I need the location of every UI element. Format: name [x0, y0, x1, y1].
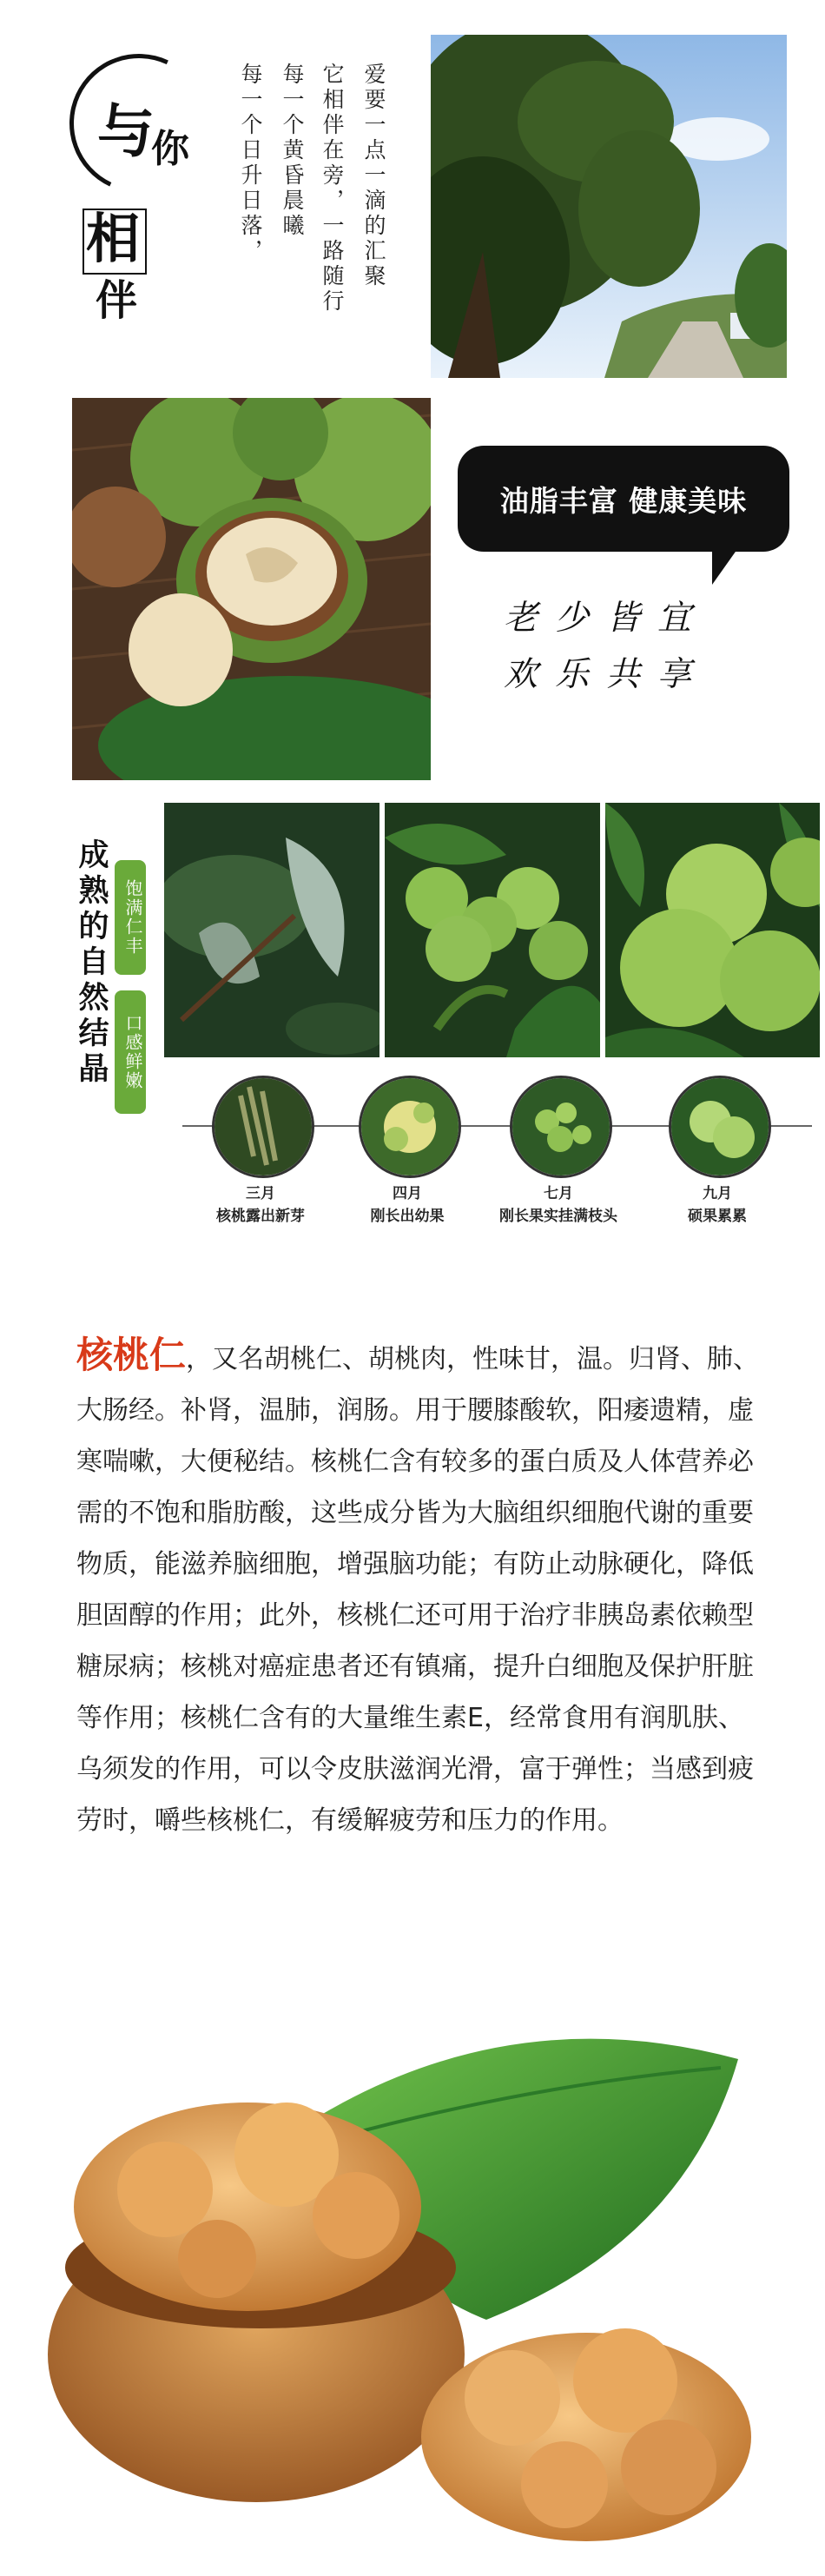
stage-month-september: 九月: [703, 1185, 732, 1202]
stage-desc-march: 核桃露出新芽: [216, 1207, 305, 1225]
walnut-kernel-photo: [26, 1981, 799, 2554]
stage-label-april: [329, 1183, 485, 1228]
title-char-xiang: 相: [86, 207, 141, 270]
description-body: ，又名胡桃仁、胡桃肉，性味甘，温。归肾、肺、大肠经。补肾，温肺，润肠。用于腰膝酸软，阳痿遗精，虚寒喘嗽，大便秘结。核桃仁含有较多的蛋白质及人体营养必需的不饱和脂肪酸，这些成分皆为大脑组织细胞代谢的重要物质，能滋养脑细胞，增强脑功能；有防止动脉硬化，降低胆固醇的作用；此外，核桃仁还可用于治疗非胰岛素依赖型糖尿病；核桃对癌症患者还有镇痛，提升白细胞及保护肝脏等作用；核桃仁含有的大量维生素E，经常食用有润肌肤、乌须发的作用，可以令皮肤滋润光滑，富于弹性；当感到疲劳时，嚼些核桃仁，有缓解疲劳和压力的作用。: [76, 1344, 760, 1836]
stage-month-july: 七月: [544, 1185, 573, 1202]
title-char-yu: 与: [97, 97, 155, 165]
slogan-line-2: 欢乐共享: [504, 655, 710, 694]
young-fruit-photo: [385, 803, 600, 1057]
stage-circle-march: [212, 1076, 314, 1178]
stage-label-july: [480, 1183, 637, 1228]
ripe-fruit-photo: [605, 803, 820, 1057]
poem-line-3: 每一个黄昏晨曦: [280, 63, 305, 239]
poem-line-1: 爱要一点一滴的汇聚: [361, 63, 386, 289]
tag-fresh-taste: 口感鲜嫩: [115, 990, 146, 1114]
stage-desc-september: 硕果累累: [688, 1207, 747, 1225]
poem-line-2: 它相伴在旁，一路随行: [320, 63, 345, 315]
slogan-line-1: 老少皆宜: [504, 599, 710, 638]
stage-circle-april: [359, 1076, 461, 1178]
stage-month-april: 四月: [393, 1185, 422, 1202]
description-highlight: 核桃仁: [76, 1334, 187, 1376]
stage-desc-july: 刚长果实挂满枝头: [499, 1207, 617, 1225]
title-char-ban: 伴: [96, 276, 138, 325]
green-walnuts-photo: [72, 398, 431, 780]
stage-circle-july: [510, 1076, 612, 1178]
stage-desc-april: 刚长出幼果: [370, 1207, 445, 1225]
poem-line-4: 每一个日升日落，: [238, 63, 263, 264]
stage-circle-september: [669, 1076, 771, 1178]
growth-title: 成熟的自然结晶: [74, 838, 109, 1088]
walnut-description: [76, 1329, 762, 1846]
stage-month-march: 三月: [246, 1185, 275, 1202]
stage-label-september: [639, 1183, 795, 1228]
title-char-ni: 你: [151, 127, 189, 171]
stage-label-march: [182, 1183, 339, 1228]
tag-full-kernel: 饱满仁丰: [115, 860, 146, 975]
new-leaves-photo: [164, 803, 380, 1057]
walnut-tree-photo: [431, 35, 787, 378]
feature-bubble-text: 油脂丰富 健康美味: [499, 483, 748, 518]
